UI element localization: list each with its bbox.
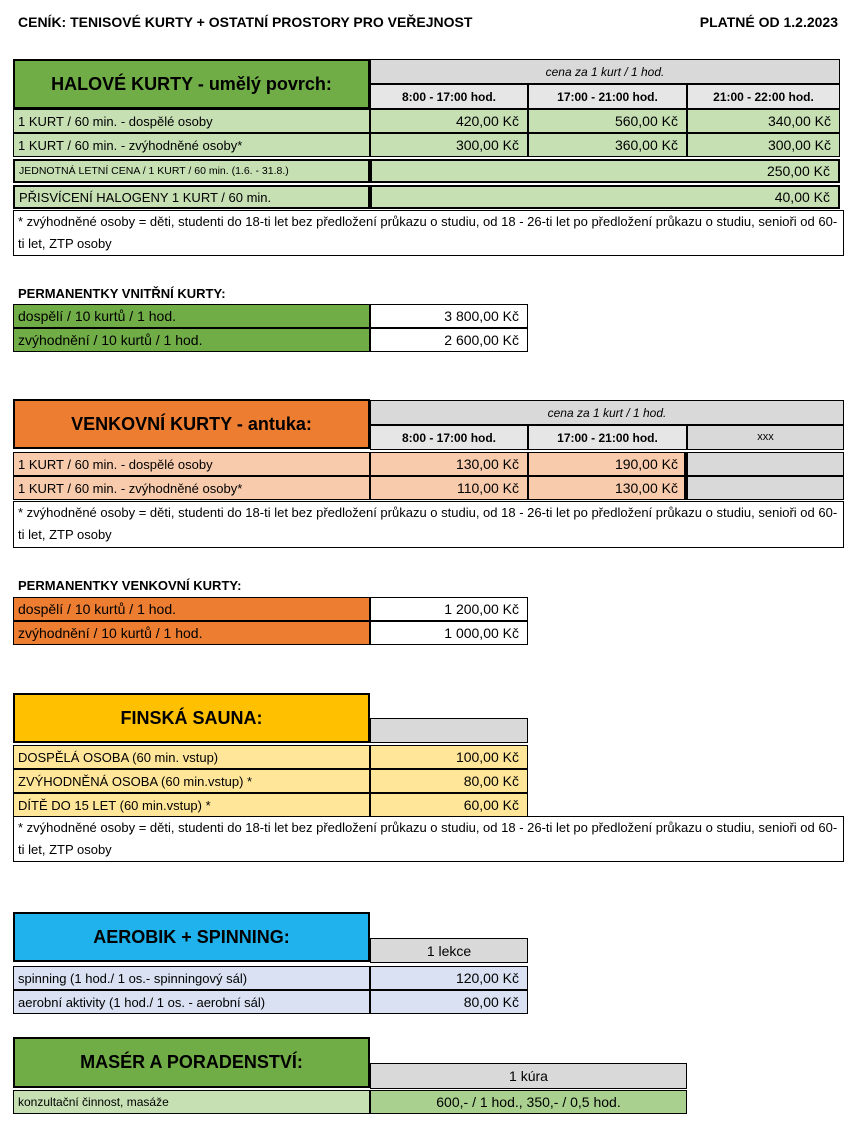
massage-unit: 1 kúra — [370, 1063, 687, 1089]
indoor-row-value: 420,00 Kč — [370, 109, 528, 133]
indoor-courts-heading: HALOVÉ KURTY - umělý povrch: — [13, 59, 370, 109]
indoor-col-1: 8:00 - 17:00 hod. — [370, 84, 528, 109]
indoor-pass-value: 2 600,00 Kč — [370, 328, 528, 352]
indoor-row-value: 560,00 Kč — [528, 109, 687, 133]
aerobic-unit: 1 lekce — [370, 938, 528, 963]
outdoor-col-3: xxx — [687, 425, 844, 450]
outdoor-footnote: * zvýhodněné osoby = děti, studenti do 18-ti let bez předložení průkazu o studiu, od 18 - 26-ti let po předložení průkazu o studiu, senioři od 60-ti let, ZTP osoby — [13, 501, 844, 548]
massage-heading: MASÉR A PORADENSTVÍ: — [13, 1037, 370, 1088]
indoor-col-3: 21:00 - 22:00 hod. — [687, 84, 840, 109]
outdoor-row-label: 1 KURT / 60 min. - zvýhodněné osoby* — [13, 476, 370, 500]
outdoor-col-2: 17:00 - 21:00 hod. — [528, 425, 687, 450]
valid-from: PLATNÉ OD 1.2.2023 — [699, 14, 838, 30]
outdoor-empty-cell — [687, 452, 844, 476]
indoor-pass-label: zvýhodnění / 10 kurtů / 1 hod. — [13, 328, 370, 352]
outdoor-pass-label: zvýhodnění / 10 kurtů / 1 hod. — [13, 621, 370, 645]
outdoor-row-label: 1 KURT / 60 min. - dospělé osoby — [13, 452, 370, 476]
sauna-footnote: * zvýhodněné osoby = děti, studenti do 18-ti let bez předložení průkazu o studiu, od 18 - 26-ti let po předložení průkazu o studiu, senioři od 60-ti let, ZTP osoby — [13, 816, 844, 862]
outdoor-courts-heading: VENKOVNÍ KURTY - antuka: — [13, 399, 370, 449]
sauna-row-label: DÍTĚ DO 15 LET (60 min.vstup) * — [13, 793, 370, 817]
indoor-row-value: 360,00 Kč — [528, 133, 687, 157]
outdoor-empty-cell — [687, 476, 844, 500]
outdoor-col-1: 8:00 - 17:00 hod. — [370, 425, 528, 450]
page-title: CENÍK: TENISOVÉ KURTY + OSTATNÍ PROSTORY PRO VEŘEJNOST — [18, 14, 473, 30]
outdoor-separator — [684, 452, 688, 500]
indoor-row-value: 340,00 Kč — [687, 109, 840, 133]
indoor-pass-heading: PERMANENTKY VNITŘNÍ KURTY: — [18, 286, 226, 301]
aerobic-row-label: aerobní aktivity (1 hod./ 1 os. - aerobní sál) — [13, 990, 370, 1014]
outdoor-pass-label: dospělí / 10 kurtů / 1 hod. — [13, 597, 370, 621]
halogen-label: PŘISVÍCENÍ HALOGENY 1 KURT / 60 min. — [13, 185, 370, 209]
indoor-price-note: cena za 1 kurt / 1 hod. — [370, 59, 840, 84]
sauna-row-value: 60,00 Kč — [370, 793, 528, 817]
indoor-row-label: 1 KURT / 60 min. - zvýhodněné osoby* — [13, 133, 370, 157]
massage-row-label: konzultační činnost, masáže — [13, 1090, 370, 1114]
aerobic-row-value: 80,00 Kč — [370, 990, 528, 1014]
halogen-value: 40,00 Kč — [370, 185, 840, 209]
indoor-pass-value: 3 800,00 Kč — [370, 304, 528, 328]
summer-price-label: JEDNOTNÁ LETNÍ CENA / 1 KURT / 60 min. (1.6. - 31.8.) — [13, 159, 370, 183]
indoor-row-label: 1 KURT / 60 min. - dospělé osoby — [13, 109, 370, 133]
sauna-row-value: 80,00 Kč — [370, 769, 528, 793]
sauna-row-label: ZVÝHODNĚNÁ OSOBA (60 min.vstup) * — [13, 769, 370, 793]
outdoor-price-note: cena za 1 kurt / 1 hod. — [370, 400, 844, 425]
outdoor-pass-value: 1 200,00 Kč — [370, 597, 528, 621]
aerobic-heading: AEROBIK + SPINNING: — [13, 912, 370, 962]
aerobic-row-label: spinning (1 hod./ 1 os.- spinningový sál) — [13, 966, 370, 990]
indoor-footnote: * zvýhodněné osoby = děti, studenti do 18-ti let bez předložení průkazu o studiu, od 18 - 26-ti let po předložení průkazu o studiu, senioři od 60-ti let, ZTP osoby — [13, 210, 844, 256]
indoor-row-value: 300,00 Kč — [687, 133, 840, 157]
indoor-pass-label: dospělí / 10 kurtů / 1 hod. — [13, 304, 370, 328]
summer-price-value: 250,00 Kč — [370, 159, 840, 183]
massage-row-value: 600,- / 1 hod., 350,- / 0,5 hod. — [370, 1090, 687, 1114]
aerobic-row-value: 120,00 Kč — [370, 966, 528, 990]
outdoor-row-value: 130,00 Kč — [528, 476, 687, 500]
indoor-col-2: 17:00 - 21:00 hod. — [528, 84, 687, 109]
indoor-row-value: 300,00 Kč — [370, 133, 528, 157]
sauna-row-label: DOSPĚLÁ OSOBA (60 min. vstup) — [13, 745, 370, 769]
outdoor-row-value: 130,00 Kč — [370, 452, 528, 476]
outdoor-pass-value: 1 000,00 Kč — [370, 621, 528, 645]
outdoor-pass-heading: PERMANENTKY VENKOVNÍ KURTY: — [18, 578, 242, 593]
outdoor-row-value: 110,00 Kč — [370, 476, 528, 500]
sauna-row-value: 100,00 Kč — [370, 745, 528, 769]
outdoor-row-value: 190,00 Kč — [528, 452, 687, 476]
sauna-header-cell — [370, 718, 528, 743]
sauna-heading: FINSKÁ SAUNA: — [13, 693, 370, 743]
